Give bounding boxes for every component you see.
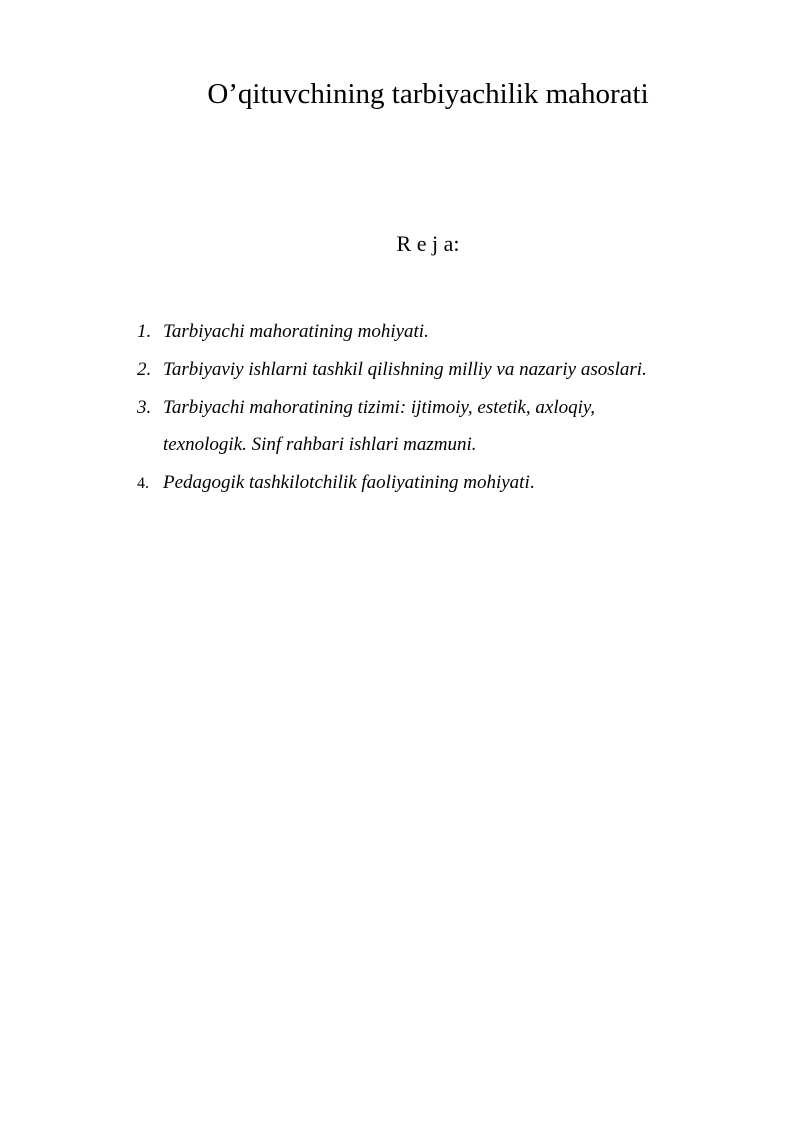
plan-item-line: texnologik. Sinf rahbari ishlari mazmuni. xyxy=(163,434,477,455)
document-title: O’qituvchining tarbiyachilik mahorati xyxy=(207,78,649,110)
plan-item-number: 1. xyxy=(137,321,152,342)
plan-item-3 xyxy=(137,394,737,459)
plan-item-line: Tarbiyaviy ishlarni tashkil qilishning milliy va nazariy asoslari. xyxy=(163,359,647,380)
plan-item-2 xyxy=(137,356,737,384)
plan-item-1 xyxy=(137,318,737,346)
plan-item-text xyxy=(163,469,737,497)
plan-item-line: Tarbiyachi mahoratining tizimi: ijtimoiy, estetik, axloqiy, xyxy=(163,397,596,418)
plan-item-line: Tarbiyachi mahoratining mohiyati. xyxy=(163,321,429,342)
plan-item-text xyxy=(163,356,737,384)
plan-item-line xyxy=(163,469,737,497)
plan-item-number: 3. xyxy=(137,397,152,418)
plan-item-number: 2. xyxy=(137,359,152,380)
plan-item-number: 4. xyxy=(137,475,149,492)
plan-item-4 xyxy=(137,469,737,498)
plan-item-text xyxy=(163,394,737,459)
plan-item-line-text: Pedagogik tashkilotchilik faoliyatining mohiyati xyxy=(163,472,530,493)
plan-heading: R e j a: xyxy=(396,231,460,256)
plan-item-text xyxy=(163,318,737,346)
plan-item-trailing-period: . xyxy=(529,472,535,493)
plan-list xyxy=(137,318,737,508)
